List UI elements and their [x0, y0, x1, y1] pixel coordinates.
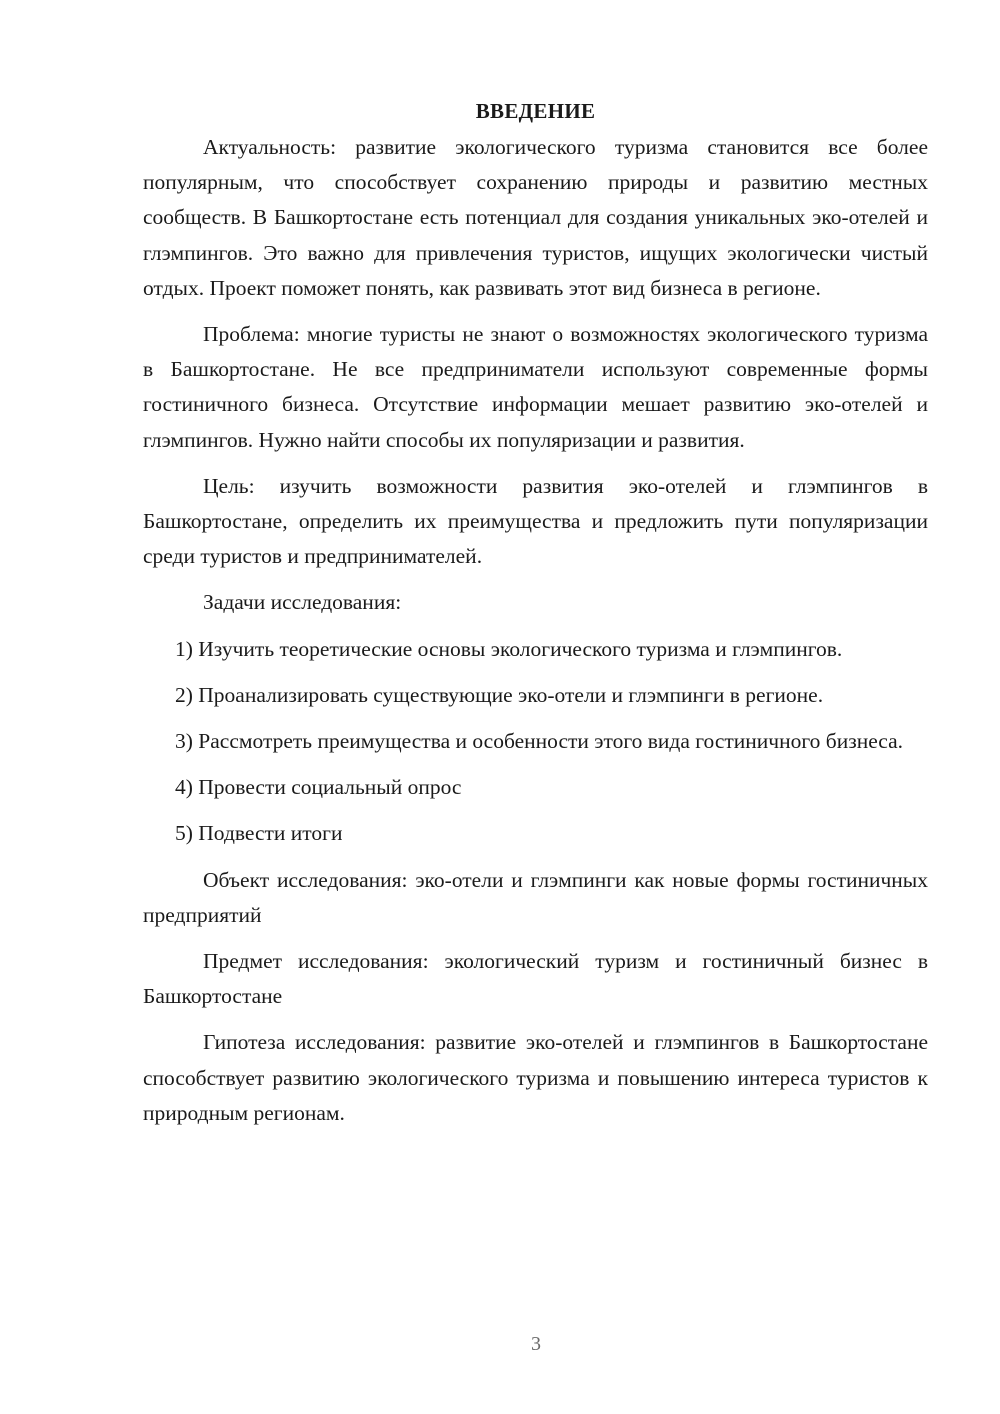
object-paragraph: Объект исследования: эко-отели и глэмпинги как новые формы гостиничных предприятий — [143, 867, 928, 927]
section-title: ВВЕДЕНИЕ — [475, 99, 596, 123]
task-item-5: 5) Подвести итоги — [175, 821, 343, 846]
problem-paragraph: Проблема: многие туристы не знают о возможностях экологического туризма в Башкортостане. Не все предприниматели используют современные формы гостиничного бизнеса. Отсутствие информации мешает развитию эко-отелей и глэмпингов. Нужно найти способы их популяризации и развития. — [143, 322, 928, 452]
task-item-4: 4) Провести социальный опрос — [175, 775, 462, 800]
document-page — [143, 96, 928, 1142]
goal-paragraph: Цель: изучить возможности развития эко-отелей и глэмпингов в Башкортостане, определить их преимущества и предложить пути популяризации среди туристов и предпринимателей. — [143, 473, 928, 569]
task-item-1: 1) Изучить теоретические основы экологического туризма и глэмпингов. — [175, 636, 843, 661]
tasks-heading: Задачи исследования: — [203, 590, 402, 615]
hypothesis-paragraph: Гипотеза исследования: развитие эко-отелей и глэмпингов в Башкортостане способствует развитию экологического туризма и повышению интереса туристов к природным регионам. — [143, 1030, 928, 1125]
task-item-2: 2) Проанализировать существующие эко-отели и глэмпинги в регионе. — [175, 682, 824, 707]
page-number: 3 — [531, 1333, 541, 1355]
task-item-3: 3) Рассмотреть преимущества и особенности этого вида гостиничного бизнеса. — [175, 729, 904, 754]
relevance-paragraph: Актуальность: развитие экологического туризма становится все более популярным, что способствует сохранению природы и развитию местных сообществ. В Башкортостане есть потенциал для создания уникальных эко-отелей и глэмпингов. Это важно для привлечения туристов, ищущих экологически чистый отдых. Проект поможет понять, как развивать этот вид бизнеса в регионе. — [143, 135, 928, 300]
subject-paragraph: Предмет исследования: экологический туризм и гостиничный бизнес в Башкортостане — [143, 949, 928, 1009]
